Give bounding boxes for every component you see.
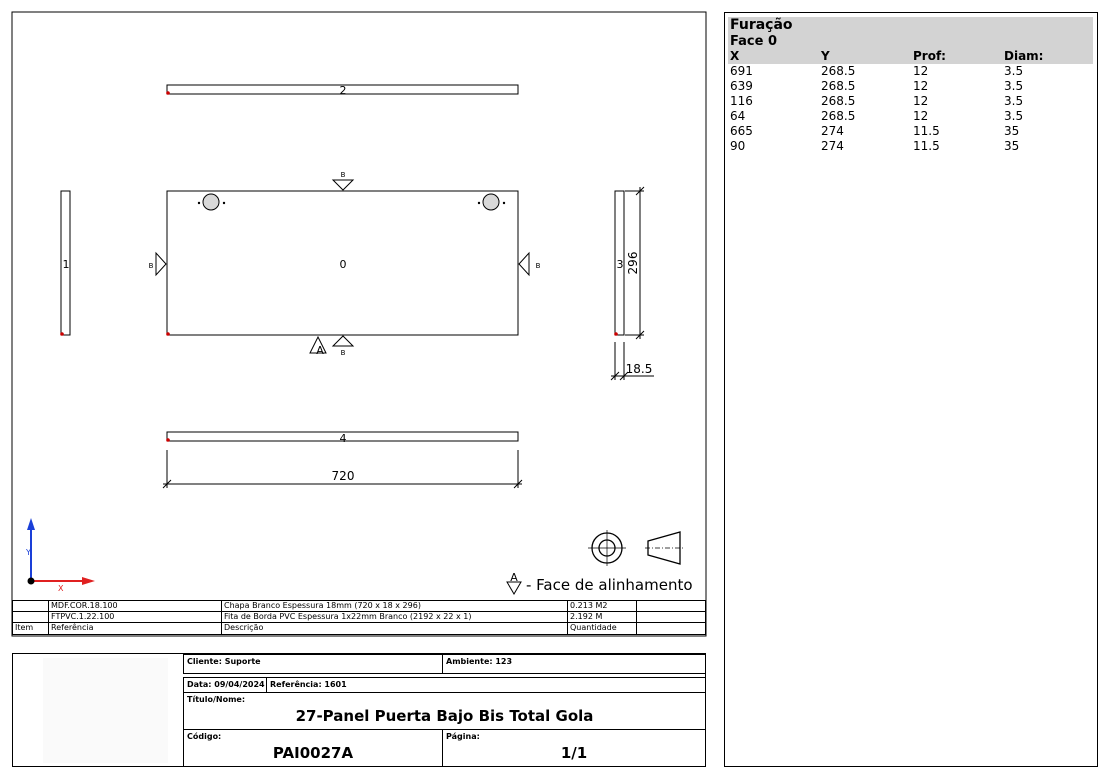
bom-header-row bbox=[13, 623, 705, 634]
col-diam-header: Diam: bbox=[1004, 49, 1044, 63]
furacao-table bbox=[728, 49, 1093, 154]
cell-diam: 35 bbox=[1004, 139, 1020, 153]
cell-prof: 11.5 bbox=[913, 139, 940, 153]
furacao-row bbox=[728, 94, 1093, 109]
cell-x: 639 bbox=[730, 79, 753, 93]
bom-cell-referencia: FTPVC.1.22.100 bbox=[49, 612, 222, 622]
bom-cell-descricao: Fita de Borda PVC Espessura 1x22mm Branco (2192 x 22 x 1) bbox=[222, 612, 568, 622]
title-block bbox=[12, 653, 706, 767]
hinge-hole-left bbox=[203, 194, 219, 210]
dim-width-label: 720 bbox=[331, 469, 355, 483]
edge-marker-top-label: B bbox=[340, 171, 346, 179]
bom-cell-quantidade: 2.192 M bbox=[568, 612, 637, 622]
bom-header-item: Item bbox=[13, 623, 49, 634]
furacao-row bbox=[728, 124, 1093, 139]
edge-marker-right bbox=[519, 253, 529, 275]
referencia-field: Referência: 1601 bbox=[266, 677, 706, 693]
pilot-hole bbox=[223, 202, 225, 204]
col-x-header: X bbox=[730, 49, 740, 63]
cell-y: 268.5 bbox=[821, 94, 856, 108]
bom-header-referencia: Referência bbox=[49, 623, 222, 634]
cell-x: 691 bbox=[730, 64, 753, 78]
axis-x-arrow bbox=[82, 577, 95, 585]
cell-prof: 12 bbox=[913, 109, 929, 123]
titulo-label: Título/Nome: bbox=[187, 695, 246, 704]
axis-y-label: Y bbox=[26, 548, 31, 557]
codigo-box bbox=[183, 729, 443, 767]
pagina-value: 1/1 bbox=[560, 744, 588, 762]
bom-cell-descricao: Chapa Branco Espessura 18mm (720 x 18 x 296) bbox=[222, 601, 568, 611]
edge-dot bbox=[60, 332, 64, 336]
panel-0-label: 0 bbox=[339, 258, 347, 271]
cell-prof: 12 bbox=[913, 94, 929, 108]
cell-diam: 3.5 bbox=[1004, 94, 1024, 108]
edge-marker-bottom bbox=[333, 336, 353, 346]
edge-marker-right-label: B bbox=[535, 262, 541, 270]
panel-4-label: 4 bbox=[339, 432, 347, 445]
codigo-label: Código: bbox=[187, 732, 222, 741]
col-y-header: Y bbox=[821, 49, 830, 63]
cell-diam: 3.5 bbox=[1004, 79, 1024, 93]
cell-prof: 12 bbox=[913, 79, 929, 93]
bom-header-quantidade: Quantidade bbox=[568, 623, 637, 634]
dim-height-label: 296 bbox=[626, 251, 640, 275]
titulo-value: 27-Panel Puerta Bajo Bis Total Gola bbox=[295, 707, 594, 725]
furacao-panel bbox=[724, 12, 1098, 767]
panel-3-label: 3 bbox=[616, 258, 624, 271]
bom-cell-item bbox=[13, 612, 49, 622]
edge-dot bbox=[166, 438, 170, 442]
edge-marker-left bbox=[156, 253, 166, 275]
edge-dot bbox=[614, 332, 618, 336]
data-field: Data: 09/04/2024 bbox=[183, 677, 267, 693]
cell-x: 116 bbox=[730, 94, 753, 108]
panel-2-label: 2 bbox=[339, 84, 347, 97]
cliente-field: Cliente: Suporte bbox=[183, 654, 443, 674]
company-logo bbox=[43, 658, 168, 763]
align-marker-label: A bbox=[316, 344, 324, 357]
furacao-header-row bbox=[728, 49, 1093, 64]
axis-y-arrow bbox=[27, 518, 35, 530]
furacao-row bbox=[728, 139, 1093, 154]
bom-table bbox=[12, 600, 706, 635]
pilot-hole bbox=[503, 202, 505, 204]
pagina-box bbox=[442, 729, 706, 767]
col-prof-header: Prof: bbox=[913, 49, 946, 63]
axis-origin bbox=[28, 578, 35, 585]
cell-prof: 12 bbox=[913, 64, 929, 78]
edge-marker-left-label: B bbox=[148, 262, 154, 270]
bom-cell-quantidade: 0.213 M2 bbox=[568, 601, 637, 611]
furacao-row bbox=[728, 79, 1093, 94]
edge-marker-top bbox=[333, 180, 353, 190]
cell-y: 268.5 bbox=[821, 109, 856, 123]
cell-y: 274 bbox=[821, 139, 844, 153]
edge-dot bbox=[166, 91, 170, 95]
cell-diam: 3.5 bbox=[1004, 109, 1024, 123]
pilot-hole bbox=[478, 202, 480, 204]
cell-diam: 3.5 bbox=[1004, 64, 1024, 78]
legend-text: - Face de alinhamento bbox=[526, 576, 693, 594]
ambiente-field: Ambiente: 123 bbox=[442, 654, 706, 674]
cell-y: 268.5 bbox=[821, 79, 856, 93]
bom-cell-referencia: MDF.COR.18.100 bbox=[49, 601, 222, 611]
cell-x: 64 bbox=[730, 109, 746, 123]
furacao-title: Furação bbox=[728, 17, 1093, 34]
codigo-value: PAI0027A bbox=[272, 744, 354, 762]
edge-dot bbox=[166, 332, 170, 336]
titulo-box bbox=[183, 692, 706, 730]
cell-x: 665 bbox=[730, 124, 753, 138]
cell-y: 274 bbox=[821, 124, 844, 138]
legend-align-letter: A bbox=[510, 571, 518, 584]
bom-cell-item bbox=[13, 601, 49, 611]
furacao-row bbox=[728, 64, 1093, 79]
edge-marker-bottom-label: B bbox=[340, 349, 346, 357]
furacao-row bbox=[728, 109, 1093, 124]
bom-row bbox=[13, 612, 705, 623]
cell-y: 268.5 bbox=[821, 64, 856, 78]
pilot-hole bbox=[198, 202, 200, 204]
pagina-label: Página: bbox=[446, 732, 480, 741]
cell-prof: 11.5 bbox=[913, 124, 940, 138]
axis-x-label: X bbox=[58, 584, 64, 593]
bom-header-descricao: Descrição bbox=[222, 623, 568, 634]
cell-diam: 35 bbox=[1004, 124, 1020, 138]
panel-1-label: 1 bbox=[62, 258, 70, 271]
hinge-hole-right bbox=[483, 194, 499, 210]
face-title: Face 0 bbox=[728, 34, 1093, 49]
dim-thickness-label: 18.5 bbox=[625, 362, 653, 376]
cell-x: 90 bbox=[730, 139, 746, 153]
bom-row bbox=[13, 601, 705, 612]
